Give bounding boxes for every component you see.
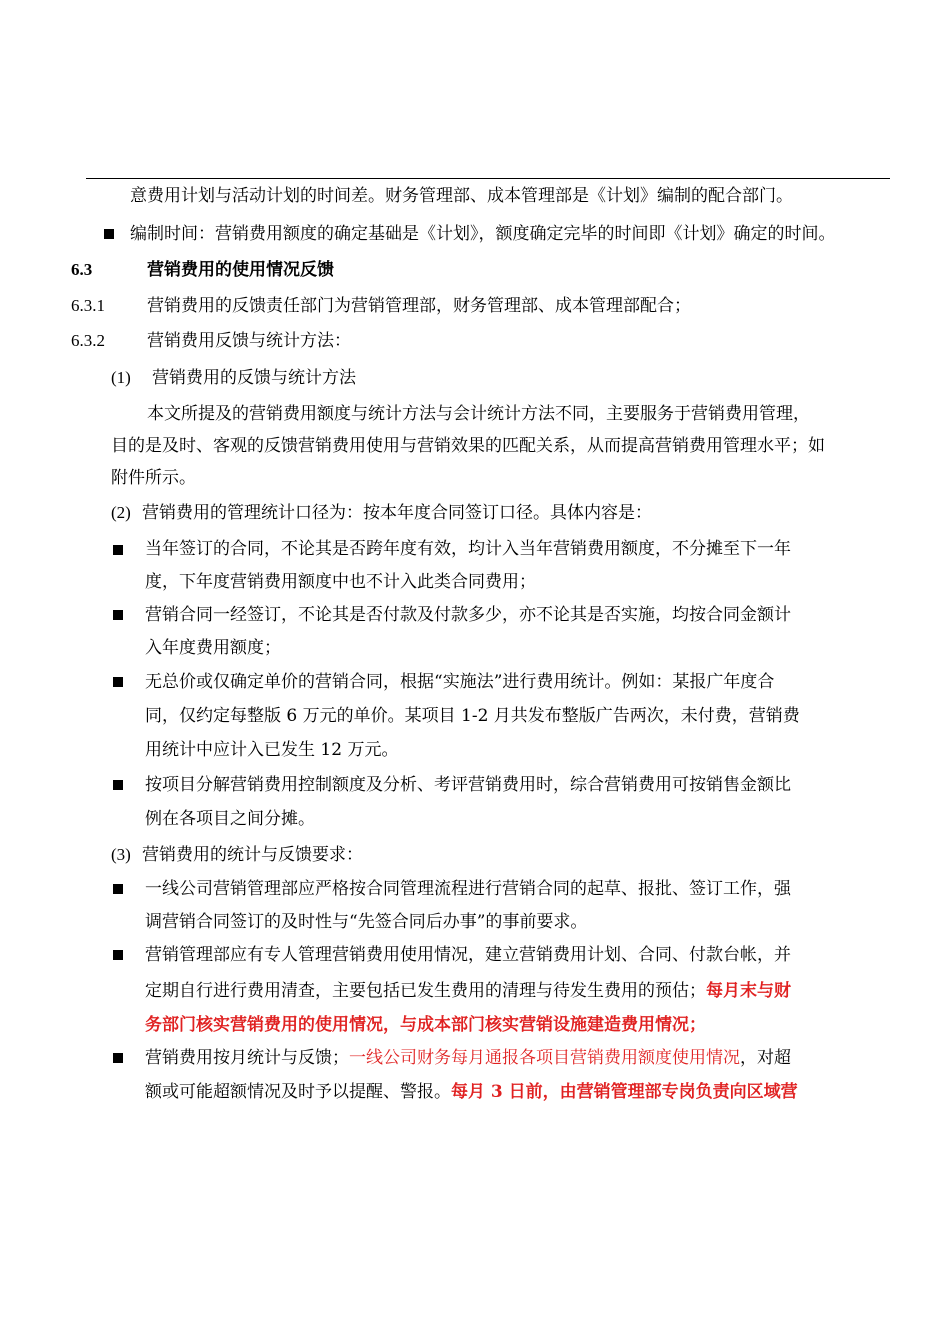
sub-label-2: (2)	[111, 503, 131, 522]
sub-label-3: (3)	[111, 845, 131, 864]
continuation-text: 意费用计划与活动计划的时间差。财务管理部、成本管理部是《计划》编制的配合部门。	[130, 186, 793, 206]
sub-title-1: 营销费用的反馈与统计方法	[152, 368, 356, 388]
highlight-text: 一线公司财务每月通报各项目营销费用额度使用情况	[349, 1048, 740, 1068]
bullet-line: 调营销合同签订的及时性与“先签合同后办事”的事前要求。	[145, 912, 588, 932]
bullet-square-icon	[113, 780, 123, 790]
bullet-square-icon	[113, 1053, 123, 1063]
header-rule	[86, 178, 890, 179]
bullet-line: 无总价或仅确定单价的营销合同，根据“实施法”进行费用统计。例如：某报广年度合	[145, 672, 775, 692]
item-text-6-3-2: 营销费用反馈与统计方法：	[147, 331, 351, 351]
bullet-line: 一线公司营销管理部应严格按合同管理流程进行营销合同的起草、报批、签订工作，强	[145, 879, 791, 899]
bullet-line: 按项目分解营销费用控制额度及分析、考评营销费用时，综合营销费用可按销售金额比	[145, 775, 791, 795]
sub-title-2: 营销费用的管理统计口径为：按本年度合同签订口径。具体内容是：	[142, 503, 652, 523]
bullet-line-text: 额或可能超额情况及时予以提醒、警报。	[145, 1082, 451, 1102]
bullet-line-text: ，对超	[740, 1048, 791, 1068]
bullet-line	[145, 979, 791, 1003]
bullet-line: 同，仅约定每整版 6 万元的单价。某项目 1-2 月共发布整版广告两次，未付费，营销费	[145, 706, 800, 726]
bullet-square-icon	[113, 545, 123, 555]
bullet-line-text: 营销费用按月统计与反馈；	[145, 1048, 349, 1068]
paragraph-line: 目的是及时、客观的反馈营销费用使用与营销效果的匹配关系，从而提高营销费用管理水平；如	[111, 436, 825, 456]
item-text-6-3-1: 营销费用的反馈责任部门为营销管理部，财务管理部、成本管理部配合；	[147, 296, 691, 316]
bullet-square-icon	[113, 677, 123, 687]
paragraph-line: 附件所示。	[111, 468, 196, 488]
bullet-line: 用统计中应计入已发生 12 万元。	[145, 740, 399, 760]
bullet-square-icon	[113, 950, 123, 960]
bullet-square-icon	[113, 610, 123, 620]
bullet-line: 营销合同一经签订，不论其是否付款及付款多少，亦不论其是否实施，均按合同金额计	[145, 605, 791, 625]
bullet-line-text: 定期自行进行费用清查，主要包括已发生费用的清理与待发生费用的预估；	[145, 981, 706, 1001]
item-number-6-3-2: 6.3.2	[71, 331, 105, 350]
bullet-line: 例在各项目之间分摊。	[145, 809, 315, 829]
sub-title-3: 营销费用的统计与反馈要求：	[142, 845, 363, 865]
highlight-text: 每月末与财	[706, 981, 791, 1001]
bullet-line: 营销管理部应有专人管理营销费用使用情况，建立营销费用计划、合同、付款台帐，并	[145, 945, 791, 965]
section-number: 6.3	[71, 260, 93, 279]
bullet-line: 入年度费用额度；	[145, 638, 281, 658]
bullet-line	[145, 1080, 798, 1104]
compile-time-bullet-text: 编制时间：营销费用额度的确定基础是《计划》，额度确定完毕的时间即《计划》确定的时间。	[130, 224, 836, 244]
bullet-square-icon	[104, 229, 114, 239]
bullet-line	[145, 1046, 791, 1070]
bullet-square-icon	[113, 884, 123, 894]
item-number-6-3-1: 6.3.1	[71, 296, 105, 315]
sub-label-1: (1)	[111, 368, 131, 387]
bullet-line: 当年签订的合同，不论其是否跨年度有效，均计入当年营销费用额度，不分摊至下一年	[145, 539, 791, 559]
section-title: 营销费用的使用情况反馈	[147, 260, 334, 280]
paragraph-line: 本文所提及的营销费用额度与统计方法与会计统计方法不同，主要服务于营销费用管理，	[147, 404, 810, 424]
bullet-line: 度，下年度营销费用额度中也不计入此类合同费用；	[145, 572, 536, 592]
highlight-line: 务部门核实营销费用的使用情况，与成本部门核实营销设施建造费用情况；	[145, 1015, 706, 1035]
highlight-text: 每月 3 日前，由营销管理部专岗负责向区域营	[451, 1082, 798, 1102]
